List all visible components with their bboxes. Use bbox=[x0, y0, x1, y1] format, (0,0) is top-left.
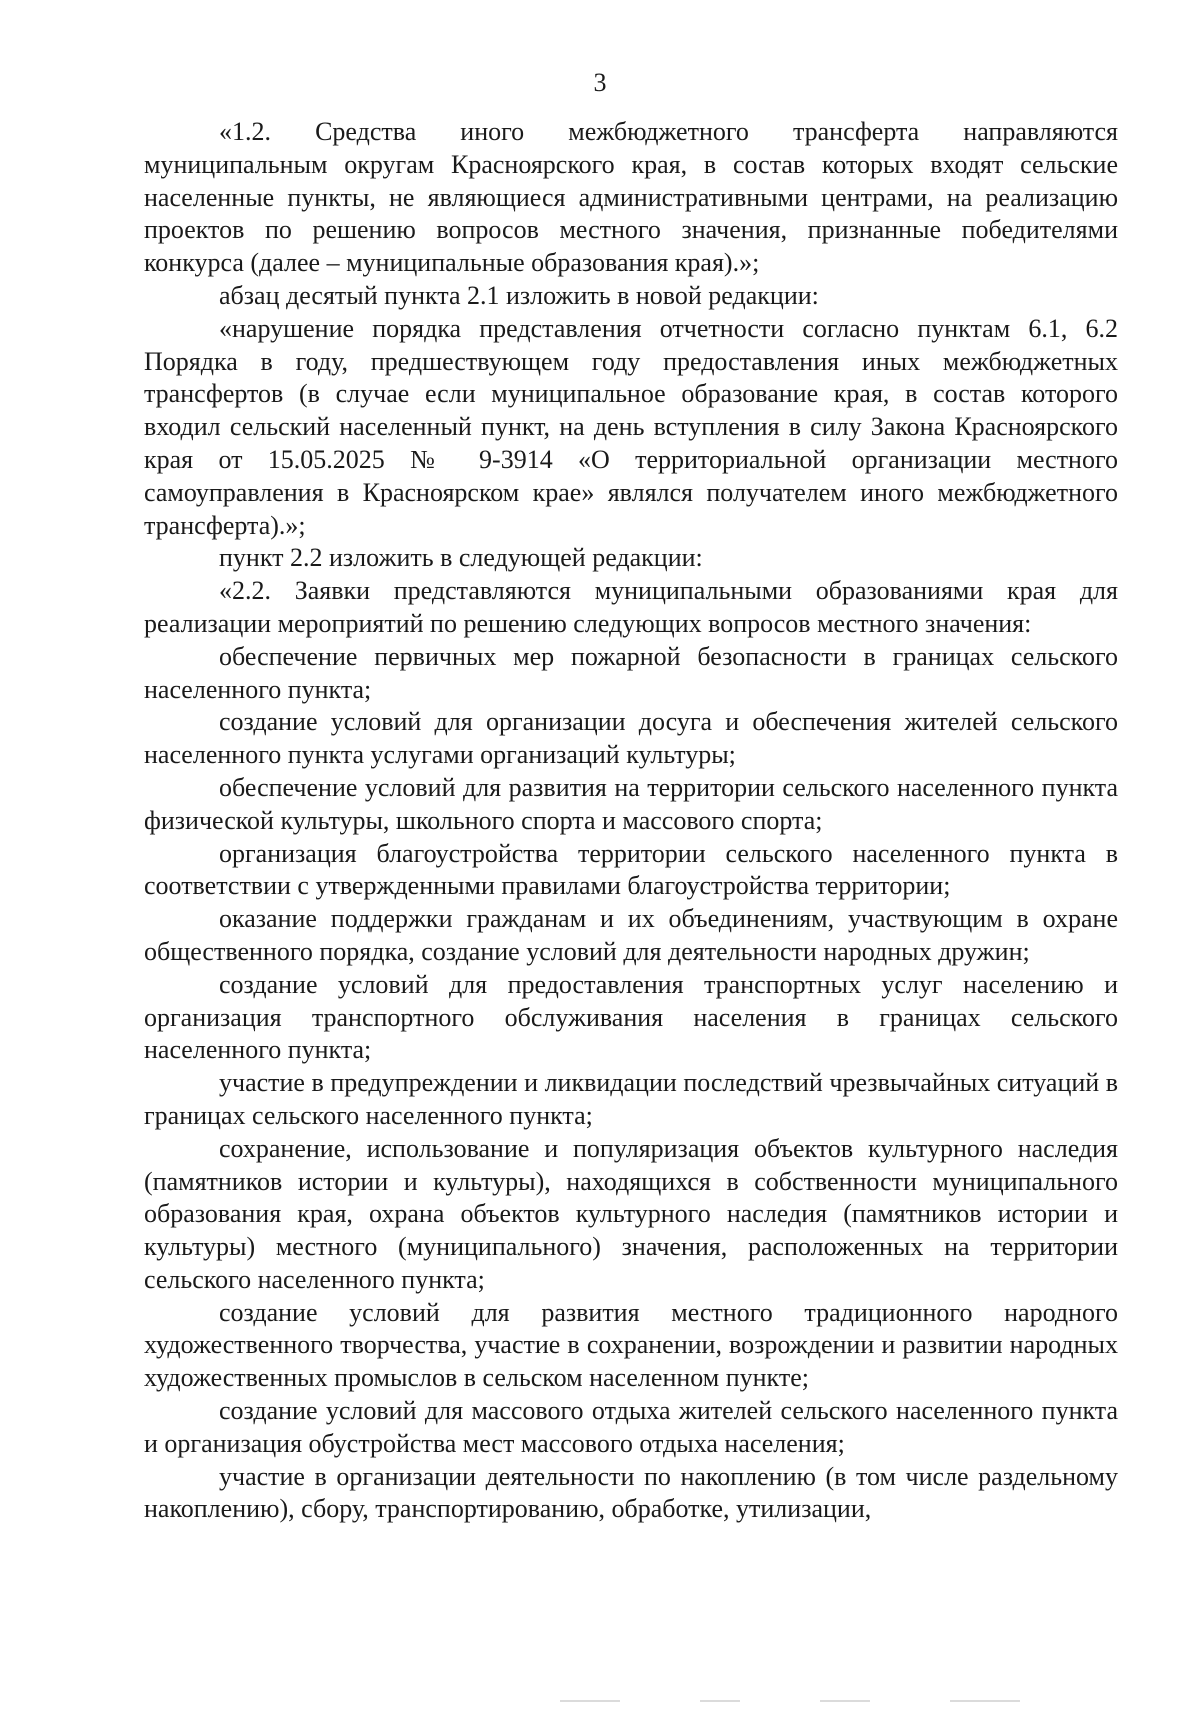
list-item-mass-recreation: создание условий для массового отдыха жителей сельского населенного пункта и организация обустройства мест массового отдыха населения; bbox=[144, 1396, 1118, 1458]
list-item-cultural-heritage: сохранение, использование и популяризация объектов культурного наследия (памятников истории и культуры), находящихся в собственности муниципального образования края, охрана объектов культурного наследия (памятников истории и культуры) местного (муниципального) значения, расположенных на территории сельского населенного пункта; bbox=[144, 1133, 1118, 1294]
list-item-sport: обеспечение условий для развития на территории сельского населенного пункта физической культуры, школьного спорта и массового спорта; bbox=[144, 772, 1118, 835]
paragraph-amend-2-1: абзац десятый пункта 2.1 изложить в новой редакции: bbox=[219, 280, 819, 310]
list-item-leisure-culture: создание условий для организации досуга и обеспечения жителей сельского населенного пункта услугами организаций культуры; bbox=[144, 707, 1118, 770]
scan-artifact bbox=[950, 1700, 1020, 1702]
list-item-public-order: оказание поддержки гражданам и их объединениям, участвующим в охране общественного порядка, создание условий для деятельности народных дружин; bbox=[144, 904, 1118, 966]
paragraph-1-2-definition: «1.2. Средства иного межбюджетного трансферта направляются муниципальным округам Красноярского края, в состав которых входят сельские населенные пункты, не являющиеся административными центрами, на реализацию проектов по решению вопросов местного значения, признанные победителями конкурса (далее – муниципальные образования края).»; bbox=[144, 117, 1118, 278]
scan-artifact bbox=[700, 1700, 740, 1702]
paragraph-2-2-applications: «2.2. Заявки представляются муниципальными образованиями края для реализации мероприятий по решению следующих вопросов местного значения: bbox=[144, 576, 1118, 638]
scan-artifact bbox=[820, 1700, 870, 1702]
document-body bbox=[144, 116, 1118, 1526]
paragraph-amend-2-2: пункт 2.2 изложить в следующей редакции: bbox=[219, 543, 703, 573]
list-item-emergencies: участие в предупреждении и ликвидации последствий чрезвычайных ситуаций в границах сельского населенного пункта; bbox=[144, 1068, 1118, 1130]
list-item-folk-art: создание условий для развития местного традиционного народного художественного творчества, участие в сохранении, возрождении и развитии народных художественных промыслов в сельском населенном пункте; bbox=[144, 1297, 1118, 1393]
list-item-fire-safety: обеспечение первичных мер пожарной безопасности в границах сельского населенного пункта; bbox=[144, 641, 1118, 704]
list-item-transport: создание условий для предоставления транспортных услуг населению и организация транспортного обслуживания населения в границах сельского населенного пункта; bbox=[144, 969, 1118, 1065]
list-item-waste-management: участие в организации деятельности по накоплению (в том числе раздельному накоплению), сбору, транспортированию, обработке, утилизации, bbox=[144, 1461, 1118, 1524]
paragraph-reporting-violation: «нарушение порядка представления отчетности согласно пунктам 6.1, 6.2 Порядка в году, предшествующем году предоставления иных межбюджетных трансфертов (в случае если муниципальное образование края, в состав которого входил сельский населенный пункт, на день вступления в силу Закона Красноярского края от 15.05.2025 № 9-3914 «О территориальной организации местного самоуправления в Красноярском крае» являлся получателем иного межбюджетного трансферта).»; bbox=[144, 313, 1118, 540]
page-number: 3 bbox=[593, 68, 607, 97]
scan-artifact bbox=[560, 1700, 620, 1702]
list-item-landscaping: организация благоустройства территории сельского населенного пункта в соответствии с утвержденными правилами благоустройства территории; bbox=[144, 838, 1118, 901]
